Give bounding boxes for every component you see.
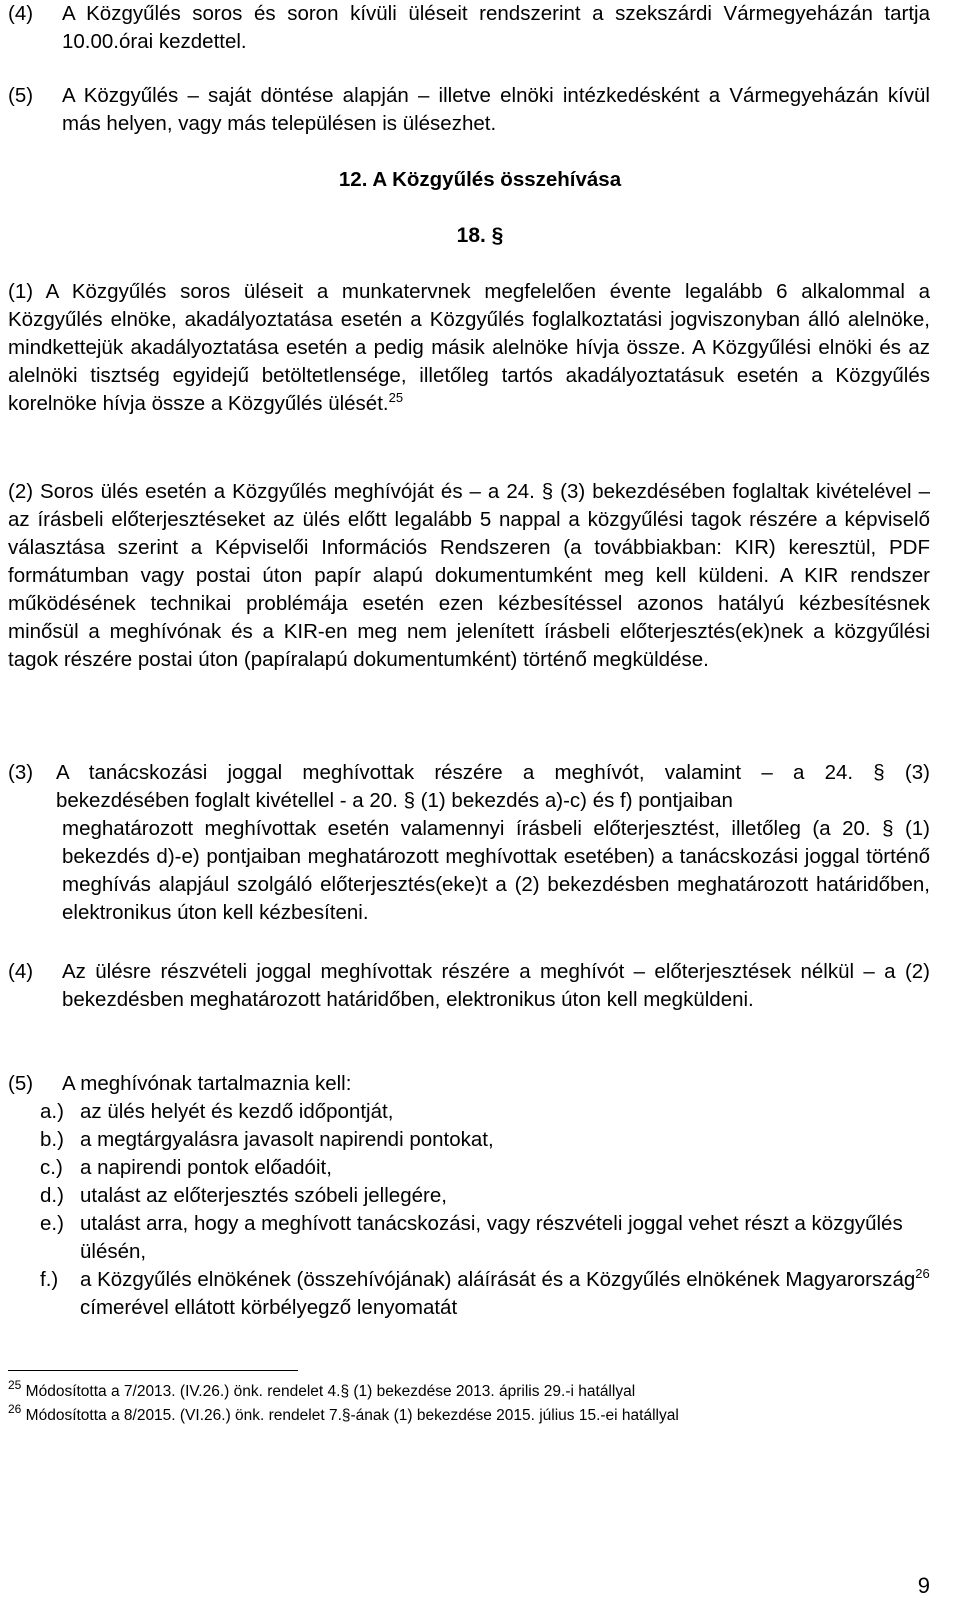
list-item-text: a megtárgyalásra javasolt napirendi pontokat,: [80, 1128, 494, 1151]
paragraph-line-1: A tanácskozási joggal meghívottak részére a meghívót, valamint – a 24. § (3): [56, 761, 930, 784]
list-marker: c.): [40, 1156, 63, 1179]
paragraph-text: A Közgyűlés soros üléseit a munkatervnek megfelelően évente legalább 6 alkalommal a Közgyűlés elnöke, akadályoztatása esetén a Közgyűlés foglalkoztatási jogviszonyban álló alelnöke, mindkettejük akadályoztatása esetén a pedig másik alelnöke hívja össze. A Közgyűlési elnöki és az alelnöki tisztség egyidejű betöltetlensége, illetőleg tartós akadályoztatásuk esetén a Közgyűlés korelnöke hívja össze a Közgyűlés ülését.: [8, 280, 930, 415]
section-18-paragraph-1: [8, 278, 930, 418]
paragraph-number: (4): [8, 960, 34, 983]
footnote-26: [8, 1404, 930, 1428]
paragraph-number: (5): [8, 1072, 34, 1095]
footnote-separator: [8, 1370, 298, 1371]
paragraph-text: A Közgyűlés – saját döntése alapján – illetve elnöki intézkedésként a Vármegyeházán kívül más helyen, vagy más településen is ülésezhet.: [62, 84, 930, 135]
footnote-ref-26[interactable]: 26: [915, 1266, 930, 1281]
footnote-text: Módosította a 7/2013. (IV.26.) önk. rendelet 4.§ (1) bekezdése 2013. április 29.-i hatállyal: [25, 1383, 636, 1400]
paragraph-number: (2): [8, 480, 34, 503]
paragraph-text: A Közgyűlés soros és soron kívüli üléseit rendszerint a szekszárdi Vármegyeházán tartja 10.00.órai kezdettel.: [62, 2, 930, 53]
section-18-paragraph-3: [8, 759, 930, 927]
footnote-25: [8, 1380, 930, 1404]
paragraph-text: Az ülésre részvételi joggal meghívottak részére a meghívót – előterjesztések nélkül – a (2) bekezdésben meghatározott határidőben, elektronikus úton kell megküldeni.: [62, 960, 930, 1011]
list-item-text: utalást az előterjesztés szóbeli jellegére,: [80, 1184, 447, 1207]
list-item: [40, 1182, 930, 1210]
paragraph-line-2: bekezdésében foglalt kivétellel - a 20. § (1) bekezdés a)-c) és f) pontjaiban: [56, 789, 733, 812]
footnote-ref-25[interactable]: 25: [388, 390, 404, 405]
list-item-text: utalást arra, hogy a meghívott tanácskozási, vagy részvételi joggal vehet részt a közgyűlés ülésén,: [80, 1212, 903, 1263]
list-item: [40, 1126, 930, 1154]
paragraph-number: (3): [8, 761, 34, 784]
article-17-paragraph-4: [8, 0, 930, 56]
section-18-paragraph-4: [8, 958, 930, 1014]
list-marker: f.): [40, 1268, 59, 1291]
article-17-paragraph-5: [8, 82, 930, 138]
list-item: [40, 1210, 930, 1266]
paragraph-number: (4): [8, 2, 34, 25]
paragraph-intro: A meghívónak tartalmaznia kell:: [62, 1072, 352, 1095]
paragraph-heading: 18. §: [456, 224, 504, 247]
list-item-text-continued: címerével ellátott körbélyegző lenyomatát: [80, 1296, 458, 1319]
paragraph-rest: meghatározott meghívottak esetén valamennyi írásbeli előterjesztést, illetőleg (a 20. § (1) bekezdés d)-e) pontjaiban meghatározott meghívottak esetében) a tanácskozási joggal történő meghívás alapjául szolgáló előterjesztés(eke)t a (2) bekezdésben meghatározott határidőben, elektronikus úton kell kézbesíteni.: [62, 817, 930, 924]
section-18-paragraph-5: [8, 1070, 930, 1098]
footnote-text: Módosította a 8/2015. (VI.26.) önk. rendelet 7.§-ának (1) bekezdése 2015. július 15.-ei hatállyal: [25, 1407, 679, 1424]
footnote-marker: 25: [8, 1378, 22, 1392]
paragraph-number: (1): [8, 280, 34, 303]
section-title: 12. A Közgyűlés összehívása: [338, 168, 622, 191]
list-item-text: a napirendi pontok előadóit,: [80, 1156, 332, 1179]
paragraph-text: Soros ülés esetén a Közgyűlés meghívóját és – a 24. § (3) bekezdésében foglaltak kivételével – az írásbeli előterjesztéseket az ülés előtt legalább 5 nappal a közgyűlési tagok részére a képviselő választása szerint a Képviselői Információs Rendszeren (a továbbiakban: KIR) keresztül, PDF formátumban vagy postai úton papír alapú dokumentumként meg kell küldeni. A KIR rendszer működésének technikai problémája esetén ezen kézbesítéssel azonos hatályú kézbesítésnek minősül a meghívónak és a KIR-en meg nem jelenített írásbeli előterjesztés(ek)nek a közgyűlési tagok részére postai úton (papíralapú dokumentumként) történő megküldése.: [8, 480, 930, 671]
section-18-paragraph-2: [8, 478, 930, 674]
footnote-marker: 26: [8, 1402, 22, 1416]
paragraph-number: (5): [8, 84, 34, 107]
invitation-contents-list: [40, 1098, 930, 1322]
list-marker: d.): [40, 1184, 64, 1207]
list-marker: e.): [40, 1212, 64, 1235]
list-marker: b.): [40, 1128, 64, 1151]
list-marker: a.): [40, 1100, 64, 1123]
page-number: 9: [917, 1573, 930, 1598]
list-item: [40, 1266, 930, 1322]
list-item: [40, 1154, 930, 1182]
list-item: [40, 1098, 930, 1126]
list-item-text: a Közgyűlés elnökének (összehívójának) aláírását és a Közgyűlés elnökének Magyarország: [80, 1268, 916, 1291]
list-item-text: az ülés helyét és kezdő időpontját,: [80, 1100, 394, 1123]
paragraph-text-container: [56, 759, 930, 927]
